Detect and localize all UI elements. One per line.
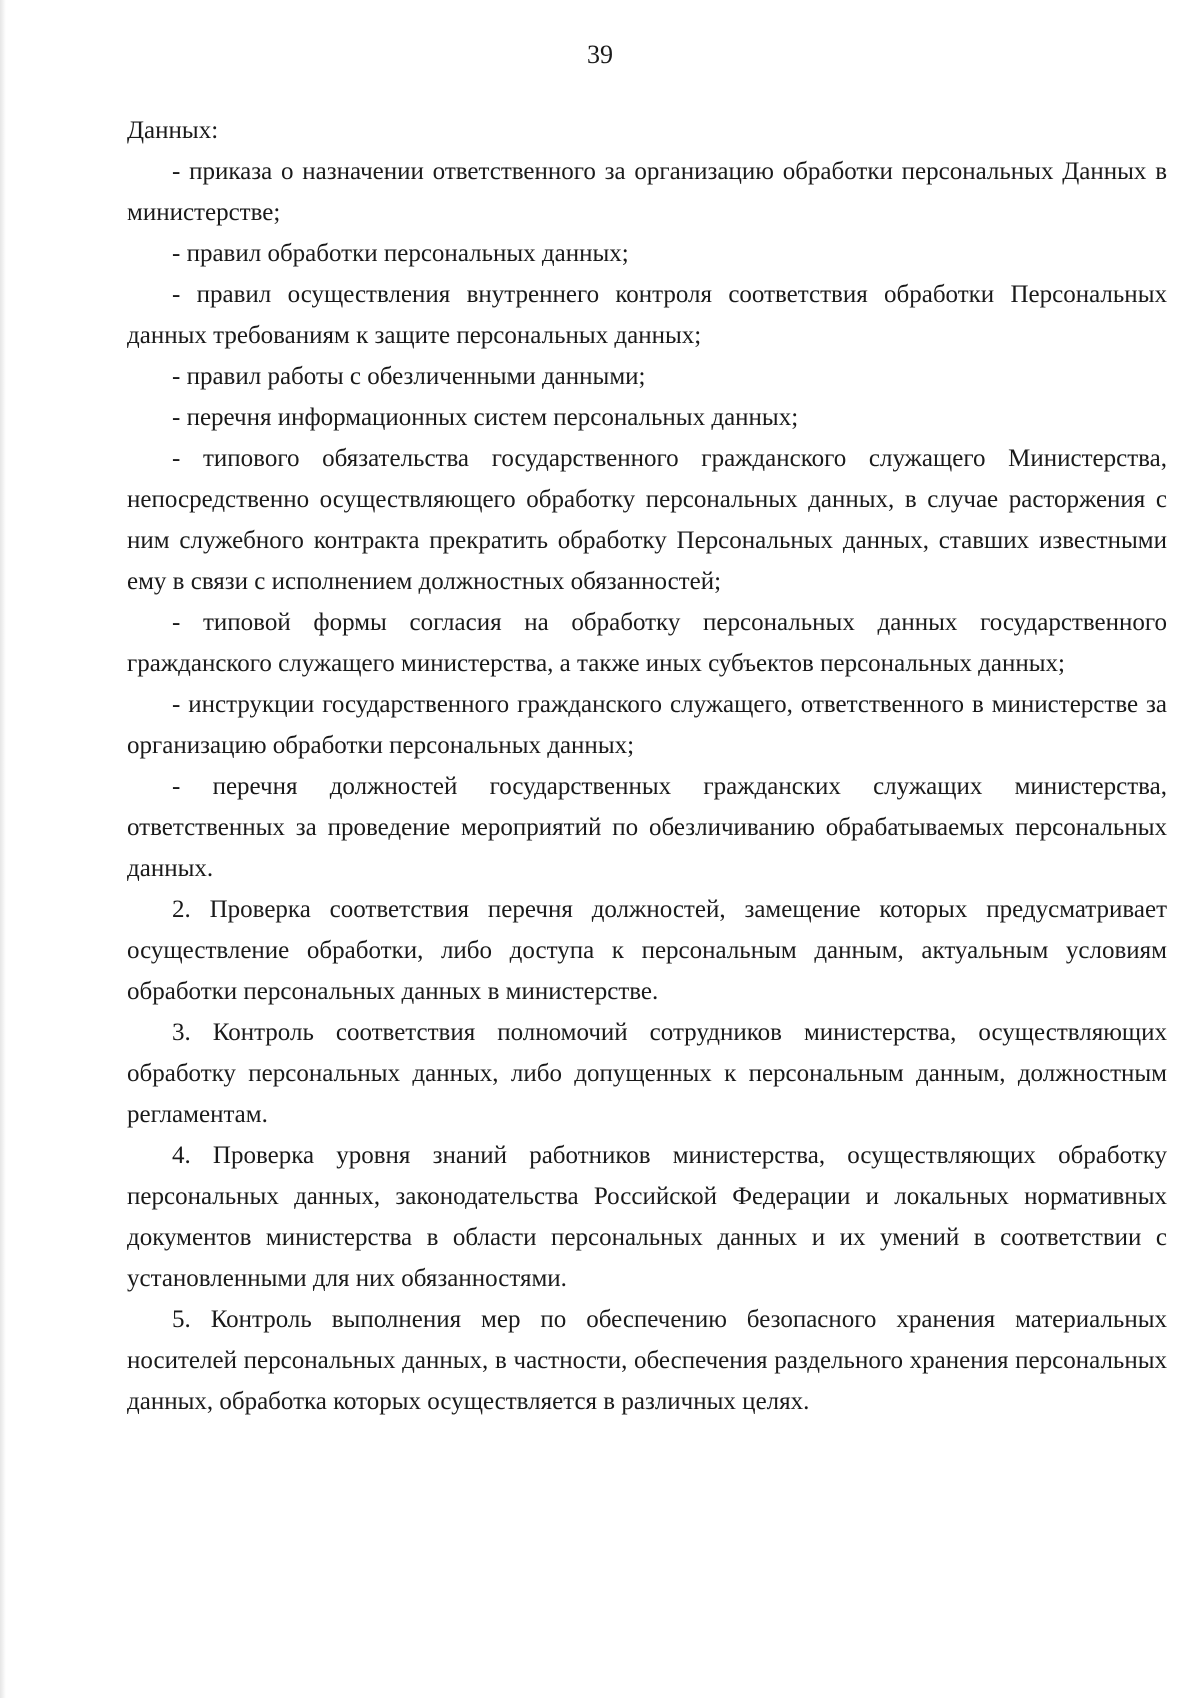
document-body <box>127 110 1167 1422</box>
list-item: - приказа о назначении ответственного за организацию обработки персональных Данных в министерстве; <box>127 158 1167 226</box>
list-item: - типовой формы согласия на обработку персональных данных государственного гражданского служащего министерства, а также иных субъектов персональных данных; <box>127 609 1167 677</box>
numbered-paragraph-5: 5. Контроль выполнения мер по обеспечению безопасного хранения материальных носителей персональных данных, в частности, обеспечения раздельного хранения персональных данных, обработка которых осуществляется в различных целях. <box>127 1306 1167 1415</box>
numbered-paragraph-3: 3. Контроль соответствия полномочий сотрудников министерства, осуществляющих обработку персональных данных, либо допущенных к персональным данным, должностным регламентам. <box>127 1019 1167 1128</box>
scan-edge <box>0 0 6 1698</box>
numbered-paragraph-4: 4. Проверка уровня знаний работников министерства, осуществляющих обработку персональных данных, законодательства Российской Федерации и локальных нормативных документов министерства в области персональных данных и их умений в соответствии с установленными для них обязанностями. <box>127 1142 1167 1292</box>
list-item: - правил обработки персональных данных; <box>172 240 629 267</box>
list-item: - правил осуществления внутреннего контроля соответствия обработки Персональных данных требованиям к защите персональных данных; <box>127 281 1167 349</box>
list-item: - перечня должностей государственных гражданских служащих министерства, ответственных за проведение мероприятий по обезличиванию обрабатываемых персональных данных. <box>127 773 1167 882</box>
list-item: - типового обязательства государственного гражданского служащего Министерства, непосредственно осуществляющего обработку персональных данных, в случае расторжения с ним служебного контракта прекратить обработку Персональных данных, ставших известными ему в связи с исполнением должностных обязанностей; <box>127 445 1167 595</box>
list-item: - правил работы с обезличенными данными; <box>172 363 646 390</box>
list-item: - инструкции государственного гражданского служащего, ответственного в министерстве за организацию обработки персональных данных; <box>127 691 1167 759</box>
list-item: - перечня информационных систем персональных данных; <box>172 404 799 431</box>
numbered-paragraph-2: 2. Проверка соответствия перечня должностей, замещение которых предусматривает осуществление обработки, либо доступа к персональным данным, актуальным условиям обработки персональных данных в министерстве. <box>127 896 1167 1005</box>
paragraph-continuation: Данных: <box>127 117 219 144</box>
page-number: 39 <box>587 40 613 69</box>
